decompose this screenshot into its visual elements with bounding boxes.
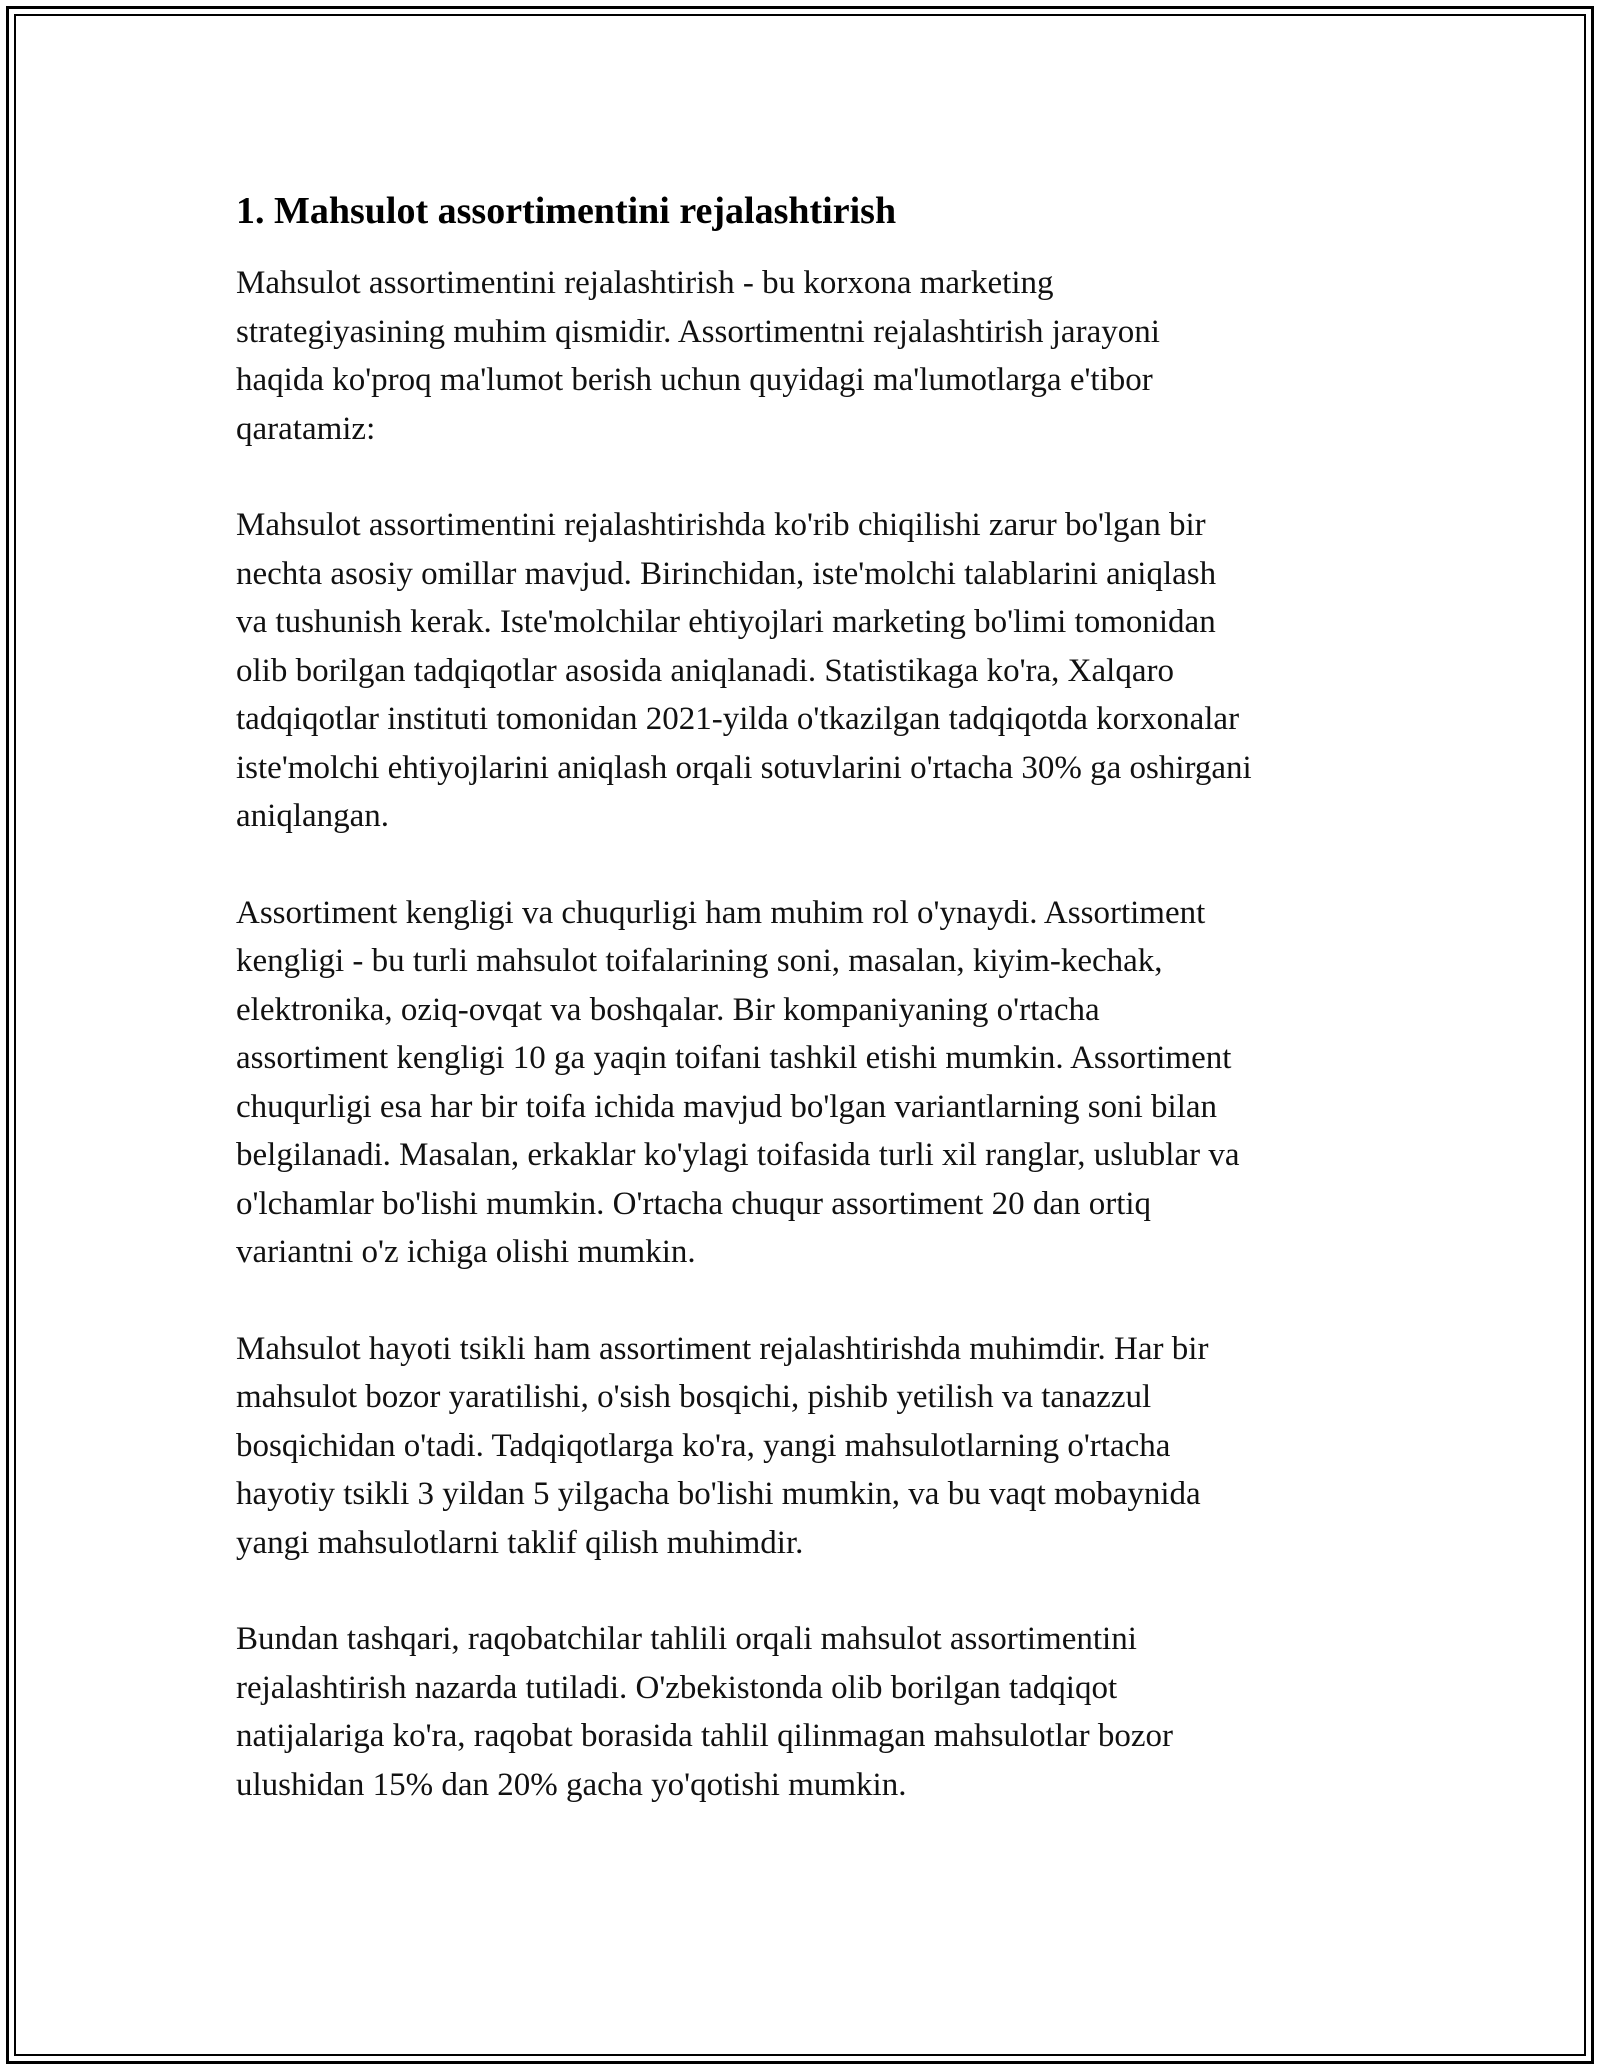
text-line: Mahsulot hayoti tsikli ham assortiment rejalashtirishda muhimdir. Har bir — [236, 1330, 1209, 1367]
text-line: hayotiy tsikli 3 yildan 5 yilgacha bo'lishi mumkin, va bu vaqt mobaynida — [236, 1476, 1201, 1512]
paragraph-consumer-needs — [236, 501, 1386, 841]
text-line: rejalashtirish nazarda tutiladi. O'zbekistonda olib borilgan tadqiqot — [236, 1669, 1118, 1706]
text-line: qaratamiz: — [236, 410, 376, 447]
text-line: belgilanadi. Masalan, erkaklar ko'ylagi toifasida turli xil ranglar, uslublar va — [236, 1137, 1240, 1173]
section-title: 1. Mahsulot assortimentini rejalashtirish — [236, 190, 897, 232]
text-line: aniqlangan. — [236, 798, 390, 834]
paragraph-product-life-cycle — [236, 1325, 1386, 1568]
paragraph-competitor-analysis — [236, 1615, 1386, 1809]
text-line: iste'molchi ehtiyojlarini aniqlash orqali sotuvlarini o'rtacha 30% ga oshirgani — [236, 749, 1252, 786]
text-line: assortiment kengligi 10 ga yaqin toifani tashkil etishi mumkin. Assortiment — [236, 1040, 1232, 1076]
text-line: yangi mahsulotlarni taklif qilish muhimdir. — [236, 1524, 804, 1561]
text-line: nechta asosiy omillar mavjud. Birinchidan, iste'molchi talablarini aniqlash — [236, 555, 1217, 592]
text-line: haqida ko'proq ma'lumot berish uchun quyidagi ma'lumotlarga e'tibor — [236, 362, 1153, 398]
text-line: strategiyasining muhim qismidir. Assortimentni rejalashtirish jarayoni — [236, 313, 1160, 350]
text-line: Bundan tashqari, raqobatchilar tahlili orqali mahsulot assortimentini — [236, 1621, 1137, 1657]
text-line: Mahsulot assortimentini rejalashtirish - bu korxona marketing — [236, 265, 1054, 301]
text-line: natijalariga ko'ra, raqobat borasida tahlil qilinmagan mahsulotlar bozor — [236, 1718, 1173, 1754]
text-line: tadqiqotlar instituti tomonidan 2021-yilda o'tkazilgan tadqiqotda korxonalar — [236, 701, 1240, 737]
text-line: mahsulot bozor yaratilishi, o'sish bosqichi, pishib yetilish va tanazzul — [236, 1379, 1152, 1415]
text-line: ulushidan 15% dan 20% gacha yo'qotishi mumkin. — [236, 1766, 907, 1803]
text-line: va tushunish kerak. Iste'molchilar ehtiyojlari marketing bo'limi tomonidan — [236, 604, 1216, 640]
text-line: chuqurligi esa har bir toifa ichida mavjud bo'lgan variantlarning soni bilan — [236, 1088, 1218, 1125]
text-line: variantni o'z ichiga olishi mumkin. — [236, 1234, 696, 1270]
text-line: o'lchamlar bo'lishi mumkin. O'rtacha chuqur assortiment 20 dan ortiq — [236, 1185, 1152, 1222]
paragraph-assortment-breadth-depth — [236, 889, 1386, 1277]
text-line: olib borilgan tadqiqotlar asosida aniqlanadi. Statistikaga ko'ra, Xalqaro — [236, 652, 1174, 689]
text-line: Assortiment kengligi va chuqurligi ham muhim rol o'ynaydi. Assortiment — [236, 894, 1206, 931]
text-line: Mahsulot assortimentini rejalashtirishda ko'rib chiqilishi zarur bo'lgan bir — [236, 507, 1206, 543]
text-line: elektronika, oziq-ovqat va boshqalar. Bir kompaniyaning o'rtacha — [236, 991, 1100, 1028]
text-line: kengligi - bu turli mahsulot toifalarining soni, masalan, kiyim-kechak, — [236, 943, 1163, 979]
text-line: bosqichidan o'tadi. Tadqiqotlarga ko'ra, yangi mahsulotlarning o'rtacha — [236, 1427, 1171, 1464]
paragraph-intro — [236, 259, 1386, 453]
document-body — [236, 185, 1386, 1857]
